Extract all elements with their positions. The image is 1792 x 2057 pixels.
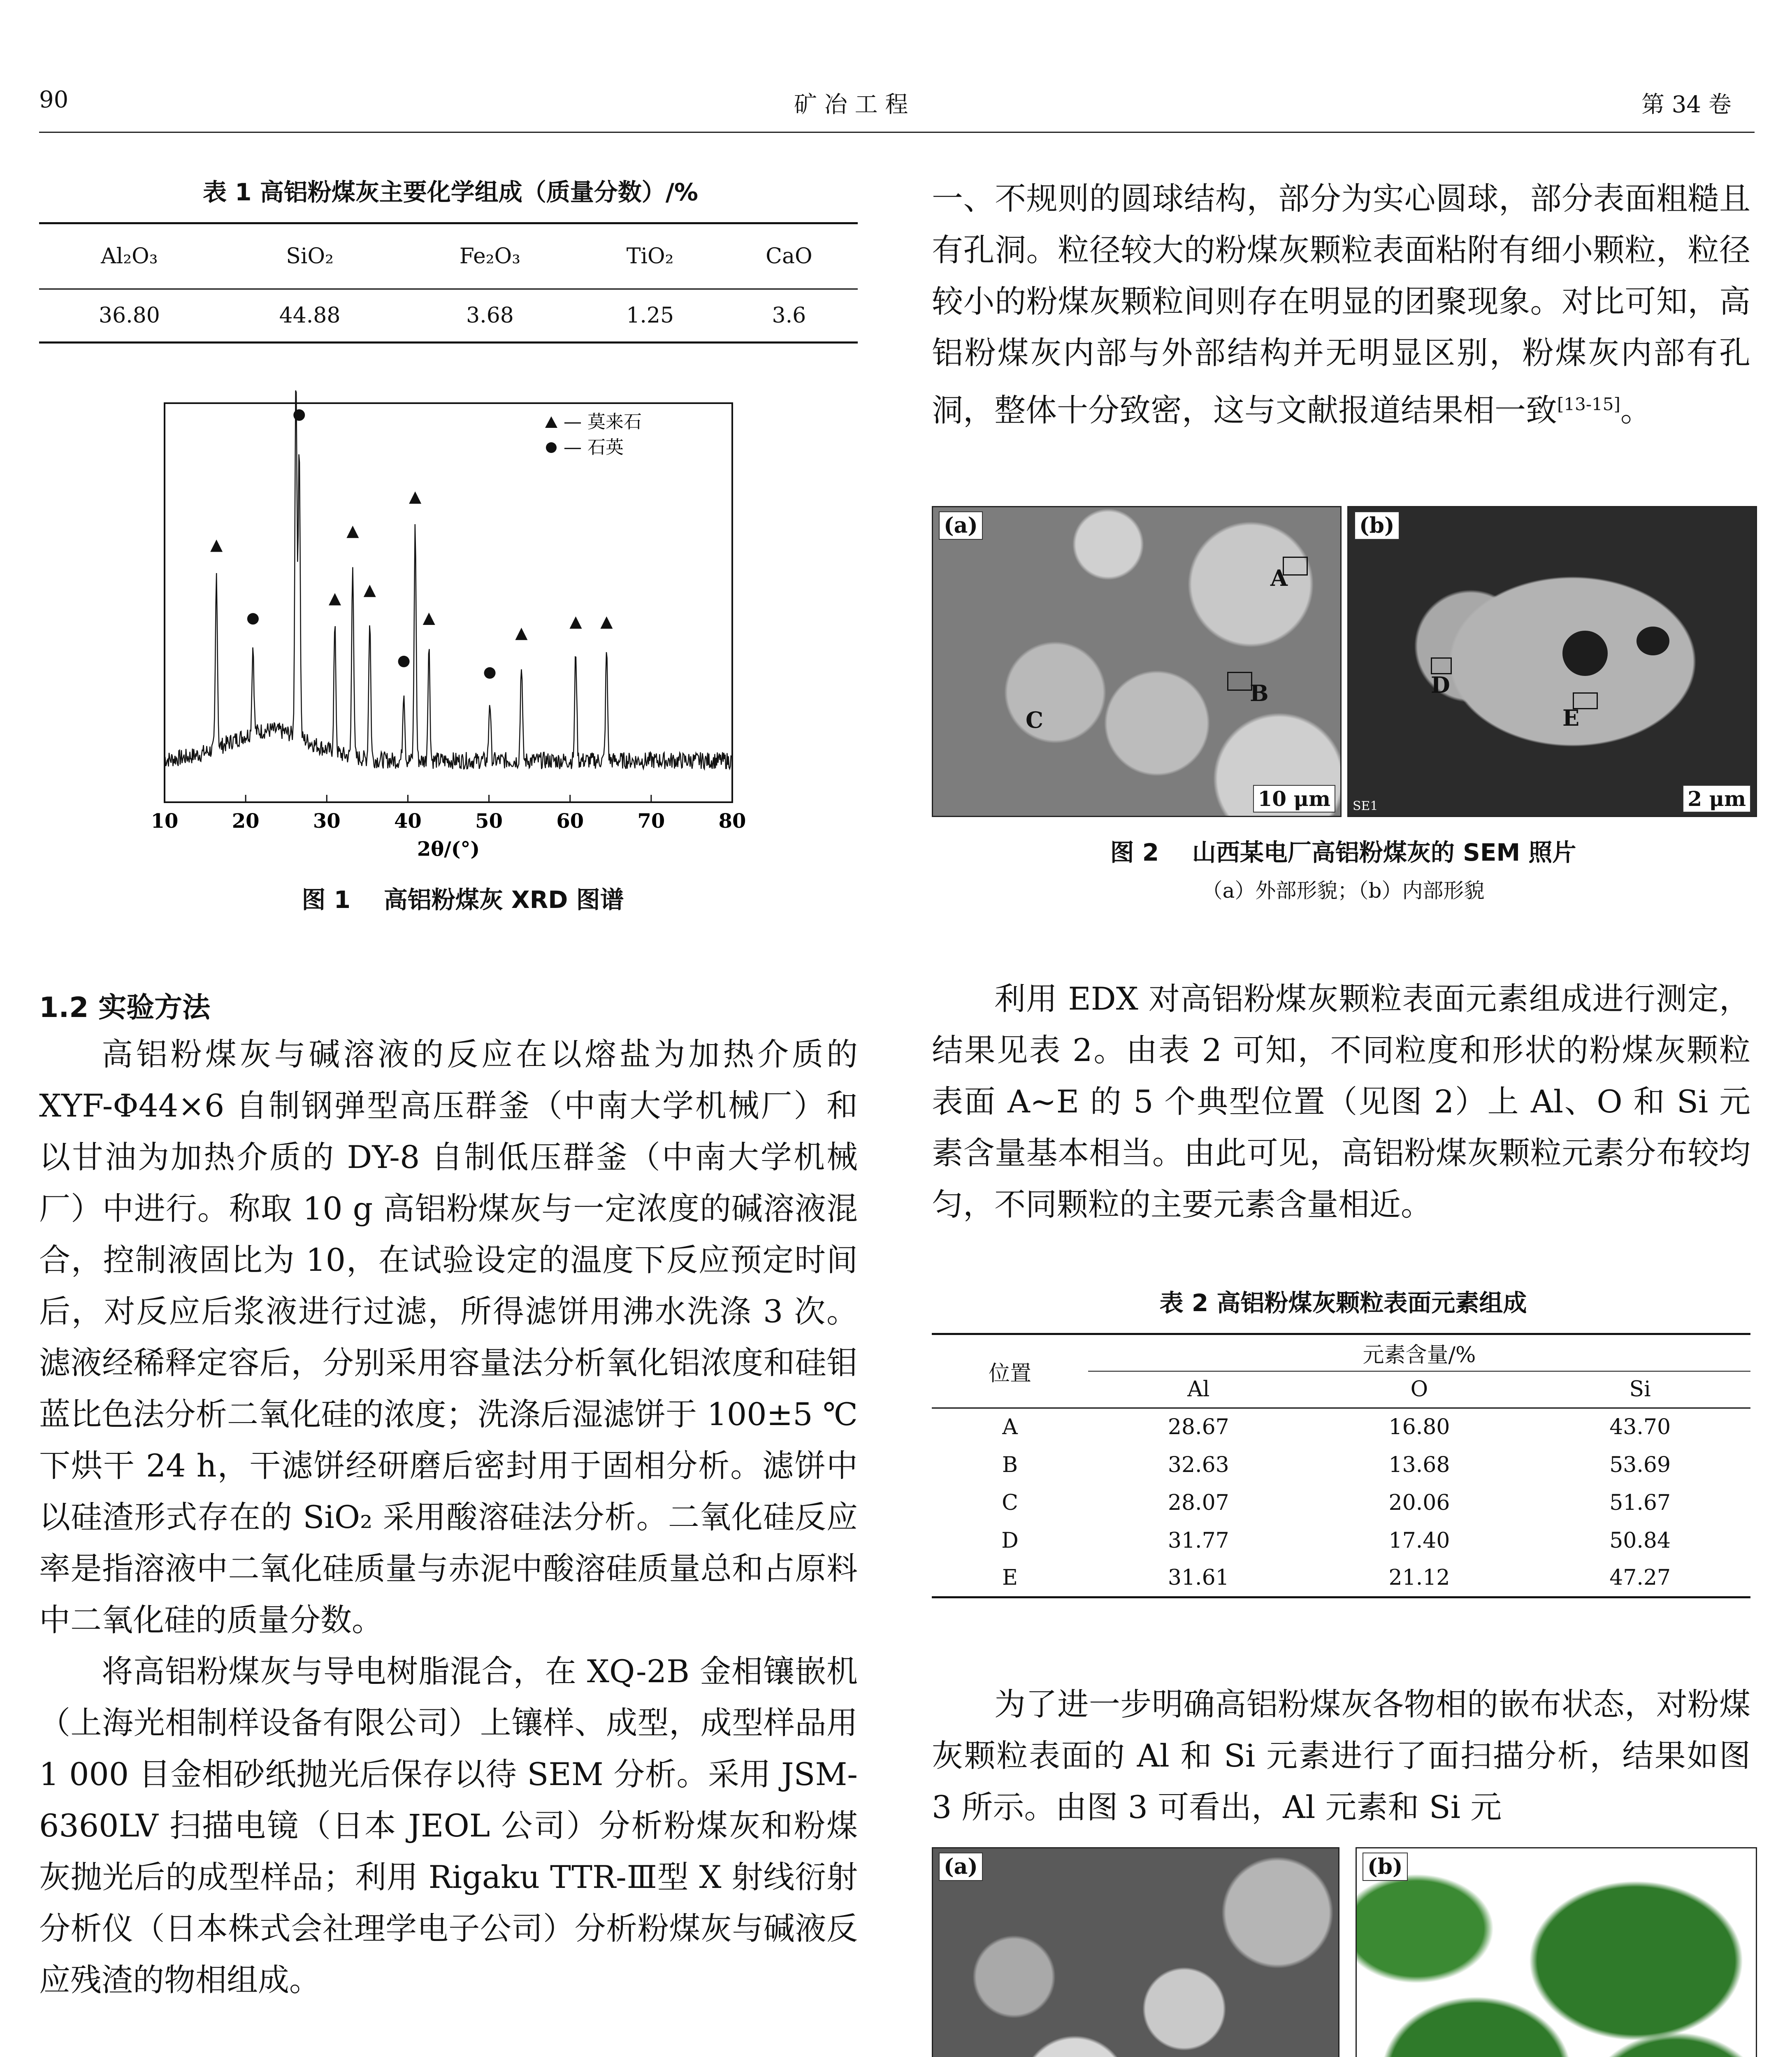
table1-header: SiO₂ [286,244,334,269]
citation: [13-15] [1557,394,1620,414]
table1-header: Fe₂O₃ [459,244,521,269]
marker-a: A [1270,565,1288,591]
x-tick-label: 70 [637,810,665,833]
marker-box [1573,692,1598,709]
table2-cell: 17.40 [1388,1528,1450,1553]
table2-col-header: O [1410,1377,1428,1402]
table2-col-header: Si [1629,1377,1651,1402]
table2-cell: 13.68 [1388,1452,1450,1477]
table2-group-header: 元素含量/% [1088,1334,1750,1371]
table1-header: Al₂O₃ [101,244,158,269]
section-1-2-heading: 1.2 实验方法 [39,991,211,1024]
panel-label: (b) [1354,511,1400,540]
mullite-marker [570,616,582,629]
scale-bar: 10 μm [1253,785,1336,813]
al-map-image [1356,1847,1757,2057]
table2-cell: 20.06 [1388,1490,1450,1515]
panel-label: (a) [939,511,983,540]
xrd-chart [123,387,802,880]
marker-d: D [1431,672,1450,698]
mullite-marker [364,585,376,597]
table1-cell: 3.6 [772,303,806,328]
panel-label: (a) [939,1853,983,1881]
table2-cell: A [1002,1415,1018,1440]
pore [1636,627,1669,655]
right-body-block2 [932,973,1750,1230]
plot-frame [165,403,732,802]
sem-image-3a [932,1847,1339,2057]
table2-pos-header: 位置 [932,1334,1088,1408]
paragraph-method: 高铝粉煤灰与碱溶液的反应在以熔盐为加热介质的 XYF-Φ44×6 自制钢弹型高压群釜（中南大学机械厂）和以甘油为加热介质的 DY-8 自制低压群釜（中南大学机械厂）中进行。称取 10 g 高铝粉煤灰与一定浓度的碱溶液混合，控制液固比为 10，在试验设定的温度下反应预定时间后，对反应后浆液进行过滤，所得滤饼用沸水洗涤 3 次。滤液经稀释定容后，分别采用容量法分析氧化铝浓度和硅钼蓝比色法分析二氧化硅的浓度；洗涤后湿滤饼于 100±5 ℃ 下烘干 24 h，干滤饼经研磨后密封用于固相分析。滤饼中以硅渣形式存在的 SiO₂ 采用酸溶硅法分析。二氧化硅反应率是指溶液中二氧化硅质量与赤泥中酸溶硅质量总和占原料中二氧化硅的质量分数。 [39,1036,858,1638]
paragraph-sem-method: 将高铝粉煤灰与导电树脂混合，在 XQ-2B 金相镶嵌机（上海光相制样设备有限公司）上镶样、成型，成型样品用 1 000 目金相砂纸抛光后保存以待 SEM 分析。采用 JSM-6360LV 扫描电镜（日本 JEOL 公司）分析粉煤灰和粉煤灰抛光后的成型样品；利用 Rigaku TTR-Ⅲ型 X 射线衍射分析仪（日本株式会社理学电子公司）分析粉煤灰与碱液反应残渣的物相组成。 [39,1653,858,1998]
pore [1562,631,1608,676]
quartz-marker [398,656,410,667]
table2-cell: 50.84 [1609,1528,1671,1553]
paragraph-mapping: 为了进一步明确高铝粉煤灰各物相的嵌布状态，对粉煤灰颗粒表面的 Al 和 Si 元素进行了面扫描分析，结果如图 3 所示。由图 3 可看出，Al 元素和 Si 元 [932,1686,1750,1825]
table1-header: CaO [766,244,812,269]
xrd-pattern-line [165,390,732,769]
figure1-caption: 图 1 高铝粉煤灰 XRD 图谱 [302,886,624,914]
x-axis-label: 2θ/(°) [417,838,480,861]
x-tick-label: 60 [556,810,584,833]
panel-label: (b) [1363,1853,1408,1881]
marker-b: B [1250,680,1269,706]
table2-cell: 28.67 [1168,1415,1229,1440]
mullite-marker [329,593,341,605]
table2-cell: D [1001,1528,1019,1553]
mullite-marker [210,540,223,552]
x-tick-label: 30 [313,810,341,833]
table2-cell: 47.27 [1609,1565,1671,1590]
mullite-marker [423,613,435,625]
figure2-subcaption: （a）外部形貌；（b）内部形貌 [1202,879,1485,903]
x-tick-label: 80 [718,810,746,833]
se1-label: SE1 [1353,799,1378,813]
table2-cell: 31.61 [1168,1565,1229,1590]
marker-box [1227,672,1252,691]
mullite-marker [409,491,421,504]
figure2-caption: 图 2 山西某电厂高铝粉煤灰的 SEM 照片 [1110,838,1576,866]
header-rule [39,132,1755,133]
marker-box [1431,657,1452,674]
table2-cell: C [1002,1490,1018,1515]
right-body-block3 [932,1679,1750,1833]
table1 [39,222,858,344]
table2-cell: 21.12 [1388,1565,1450,1590]
paragraph-morphology: 一、不规则的圆球结构，部分为实心圆球，部分表面粗糙且有孔洞。粒径较大的粉煤灰颗粒表面粘附有细小颗粒，粒径较小的粉煤灰颗粒间则存在明显的团聚现象。对比可知，高铝粉煤灰内部与外部结构并无明显区别，粉煤灰内部有孔洞，整体十分致密，这与文献报道结果相一致[13-15]。 [932,180,1750,429]
paragraph-edx: 利用 EDX 对高铝粉煤灰颗粒表面元素组成进行测定，结果见表 2。由表 2 可知，不同粒度和形状的粉煤灰颗粒表面 A~E 的 5 个典型位置（见图 2）上 Al、O 和 Si 元素含量基本相当。由此可见，高铝粉煤灰颗粒元素分布较均匀，不同颗粒的主要元素含量相近。 [932,980,1750,1223]
left-body-block1 [39,1028,858,2006]
marker-box [1283,557,1308,576]
marker-c: C [1026,707,1043,733]
x-tick-label: 50 [475,810,503,833]
sem-image-b [1347,506,1757,817]
legend-quartz-label: — 石英 [564,437,624,458]
legend-mullite-symbol [545,416,557,428]
table1-cell: 3.68 [466,303,514,328]
journal-name: 矿 冶 工 程 [794,91,908,118]
table2-cell: 53.69 [1609,1452,1671,1477]
volume: 第 34 卷 [1641,91,1732,118]
marker-e: E [1562,705,1580,731]
quartz-marker [484,667,496,679]
table2-cell: B [1002,1452,1018,1477]
table2-cell: E [1002,1565,1018,1590]
quartz-marker [247,613,259,625]
page-number: 90 [39,86,69,113]
table2-cell: 31.77 [1168,1528,1229,1553]
table1-cell: 36.80 [98,303,160,328]
table1-cell: 44.88 [279,303,341,328]
sem-image-a [932,506,1342,817]
scale-bar: 2 μm [1683,785,1751,813]
table2-col-header: Al [1187,1377,1210,1402]
table1-header: TiO₂ [626,244,674,269]
mullite-marker [346,526,359,538]
table1-title: 表 1 高铝粉煤灰主要化学组成（质量分数）/% [202,178,699,206]
table2-cell: 16.80 [1388,1415,1450,1440]
table1-cell: 1.25 [626,303,674,328]
quartz-marker [293,409,305,421]
table2-cell: 43.70 [1609,1415,1671,1440]
legend-quartz-symbol [546,442,557,453]
x-tick-label: 40 [394,810,422,833]
right-body-block1 [932,173,1750,436]
x-tick-label: 20 [232,810,260,833]
table2-cell: 51.67 [1609,1490,1671,1515]
mullite-marker [515,628,527,640]
legend-mullite-label: — 莫来石 [564,411,642,432]
table2-cell: 28.07 [1168,1490,1229,1515]
table2 [932,1333,1750,1598]
table2-title: 表 2 高铝粉煤灰颗粒表面元素组成 [1159,1289,1527,1317]
table2-cell: 32.63 [1168,1452,1229,1477]
mullite-marker [600,616,613,629]
x-tick-label: 10 [151,810,179,833]
